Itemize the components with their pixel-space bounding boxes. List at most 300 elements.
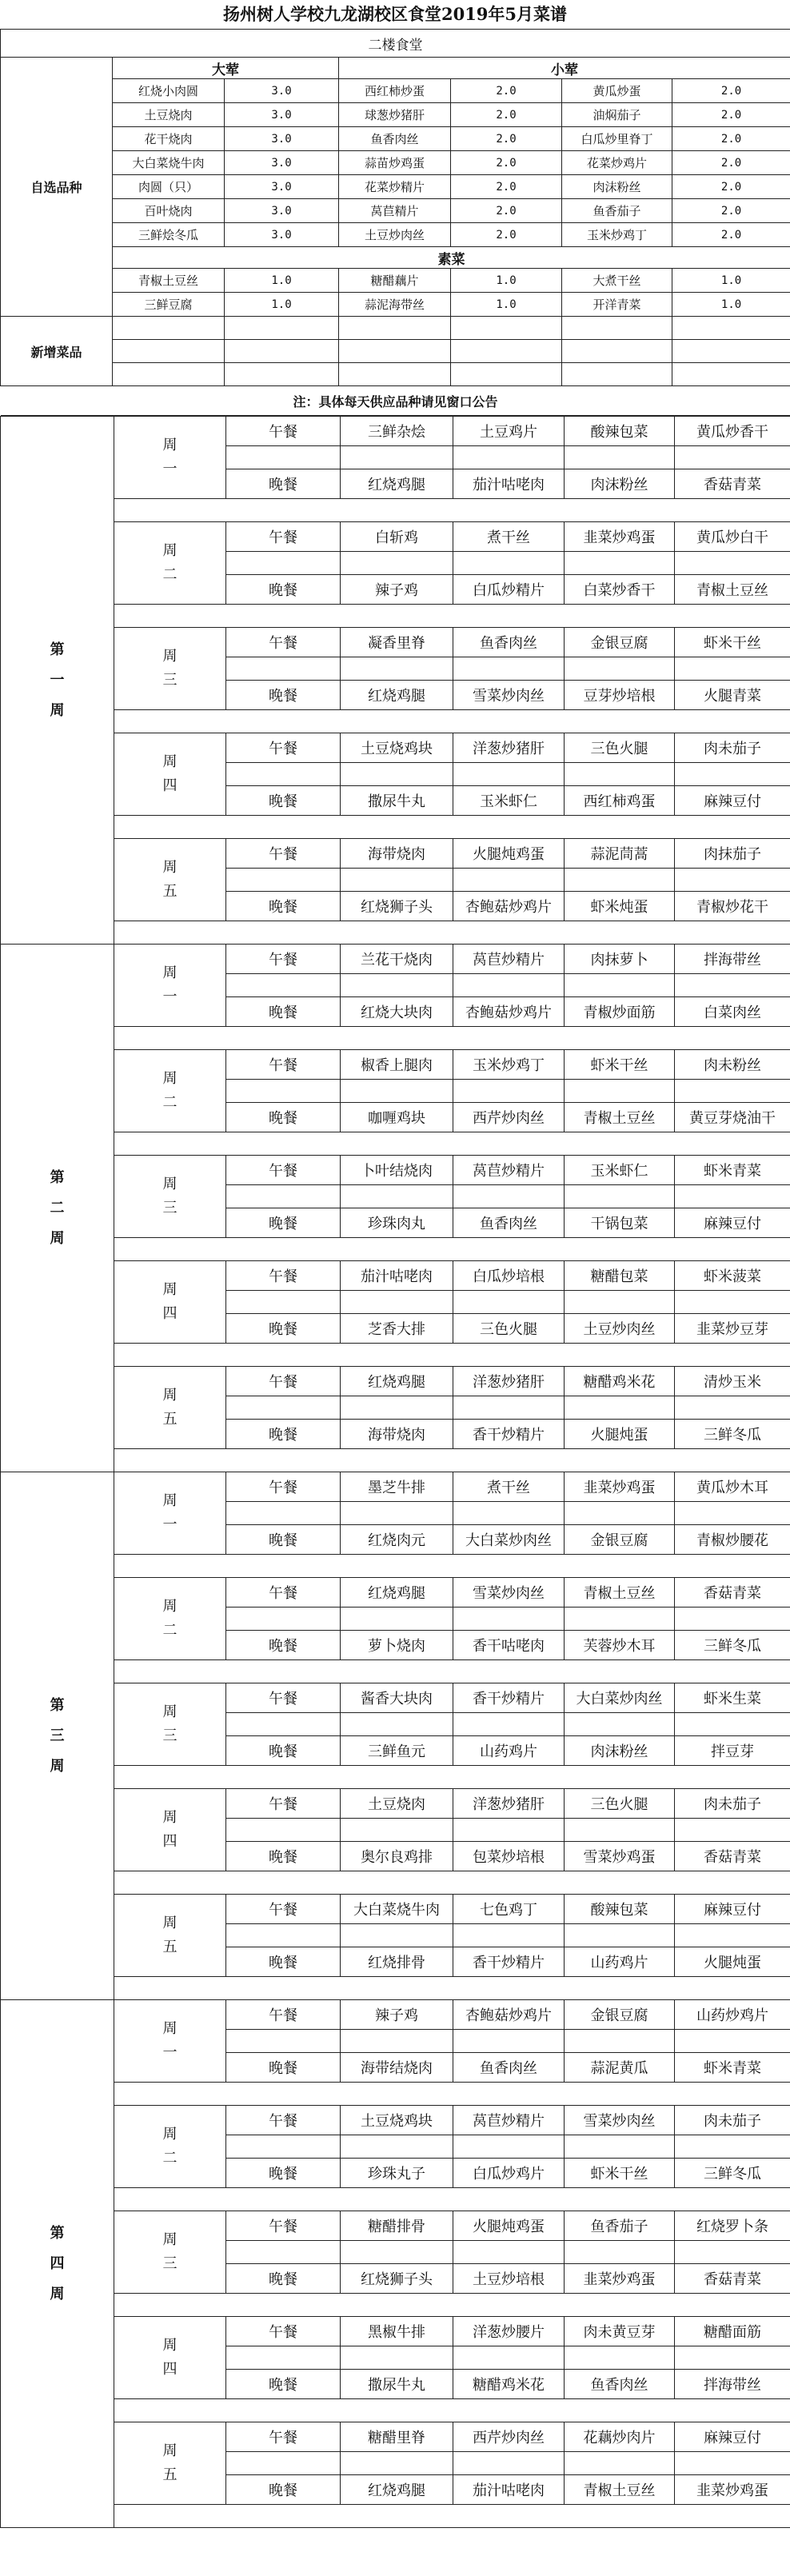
dinner-dish: 麻辣豆付 [675, 786, 790, 816]
week-label-char: 三 [50, 1727, 65, 1744]
dinner-dish: 香干咕咾肉 [453, 1631, 565, 1660]
meal-dinner: 晚餐 [226, 575, 341, 605]
blank-cell [675, 763, 790, 786]
dinner-dish: 撒尿牛丸 [341, 786, 453, 816]
day-label-char: 周 [162, 1070, 178, 1087]
day-label-char: 周 [162, 859, 178, 876]
blank-cell [565, 446, 675, 469]
blank-cell [672, 363, 790, 386]
day-label-char: 一 [162, 461, 178, 477]
day-label-char: 三 [162, 2255, 178, 2272]
dinner-dish: 玉米虾仁 [453, 786, 565, 816]
lunch-dish: 黄瓜炒香干 [675, 417, 790, 446]
spacer-cell [114, 1660, 790, 1683]
day-label-char: 四 [162, 2361, 178, 2378]
blank-cell [562, 317, 672, 340]
day-label [114, 1578, 226, 1660]
day-label [114, 1367, 226, 1449]
day-label [114, 2317, 226, 2399]
week-label-char: 第 [50, 2224, 65, 2242]
dinner-dish: 辣子鸡 [341, 575, 453, 605]
day-label [114, 1050, 226, 1132]
meal-lunch: 午餐 [226, 2317, 341, 2346]
day-label-char: 二 [162, 1094, 178, 1111]
blank-cell [226, 1396, 341, 1420]
day-label [114, 2211, 226, 2294]
dinner-dish: 茄汁咕咾肉 [453, 469, 565, 499]
lunch-dish: 酸辣包菜 [565, 417, 675, 446]
day-label-char: 二 [162, 566, 178, 583]
blank-cell [453, 1608, 565, 1631]
spacer-cell [114, 2083, 790, 2106]
lunch-dish: 蒜泥茼蒿 [565, 839, 675, 869]
lunch-dish: 火腿炖鸡蛋 [453, 839, 565, 869]
spacer-cell [114, 1238, 790, 1261]
meal-dinner: 晚餐 [226, 2159, 341, 2188]
blank-cell [453, 2030, 565, 2053]
meal-lunch: 午餐 [226, 1050, 341, 1080]
spacer-cell [114, 1344, 790, 1367]
blank-cell [565, 1396, 675, 1420]
lunch-dish: 金银豆腐 [565, 628, 675, 657]
blank-cell [453, 1396, 565, 1420]
day-label [114, 2106, 226, 2188]
blank-cell [226, 446, 341, 469]
price-cell: 2.0 [672, 127, 790, 151]
dinner-dish: 韭菜炒豆芽 [675, 1314, 790, 1344]
price-cell: 2.0 [672, 79, 790, 103]
lunch-dish: 玉米虾仁 [565, 1156, 675, 1185]
dinner-dish: 三鲜鱼元 [341, 1736, 453, 1766]
blank-cell [565, 1502, 675, 1525]
dinner-dish: 红烧鸡腿 [341, 469, 453, 499]
blank-cell [453, 657, 565, 681]
meal-dinner: 晚餐 [226, 1947, 341, 1977]
day-label [114, 1261, 226, 1344]
blank-cell [453, 2346, 565, 2370]
day-label-char: 五 [162, 2466, 178, 2483]
blank-cell [113, 363, 225, 386]
lunch-dish: 肉未茄子 [675, 733, 790, 763]
spacer-cell [114, 1027, 790, 1050]
dinner-dish: 拌豆芽 [675, 1736, 790, 1766]
dinner-dish: 香干炒精片 [453, 1947, 565, 1977]
blank-cell [453, 552, 565, 575]
spacer-cell [114, 710, 790, 733]
blank-cell [565, 2452, 675, 2475]
price-cell: 2.0 [451, 223, 562, 247]
blank-cell [672, 317, 790, 340]
veg-row [1, 293, 790, 317]
day-label [114, 628, 226, 710]
meal-lunch: 午餐 [226, 522, 341, 552]
price-cell: 1.0 [451, 293, 562, 317]
blank-cell [226, 657, 341, 681]
price-cell: 3.0 [225, 199, 339, 223]
lunch-dish: 酱香大块肉 [341, 1683, 453, 1713]
dinner-dish: 豆芽炒培根 [565, 681, 675, 710]
dish-name: 花菜炒精片 [339, 175, 451, 199]
dinner-dish: 麻辣豆付 [675, 1208, 790, 1238]
blank-cell [675, 974, 790, 997]
lunch-dish: 海带烧肉 [341, 839, 453, 869]
blank-cell [341, 657, 453, 681]
meal-lunch: 午餐 [226, 2422, 341, 2452]
lunch-dish: 土豆鸡片 [453, 417, 565, 446]
day-label-char: 一 [162, 2044, 178, 2061]
lunch-dish: 煮干丝 [453, 1472, 565, 1502]
lunch-dish: 糖醋鸡米花 [565, 1367, 675, 1396]
blank-cell [226, 1291, 341, 1314]
dinner-dish: 黄豆芽烧油干 [675, 1103, 790, 1132]
dinner-dish: 芝香大排 [341, 1314, 453, 1344]
dinner-dish: 火腿炖蛋 [565, 1420, 675, 1449]
lunch-dish: 清炒玉米 [675, 1367, 790, 1396]
day-label [114, 417, 226, 499]
lunch-dish: 花藕炒肉片 [565, 2422, 675, 2452]
lunch-dish: 鱼香茄子 [565, 2211, 675, 2241]
dinner-dish: 山药鸡片 [453, 1736, 565, 1766]
blank-cell [675, 1185, 790, 1208]
day-label [114, 2422, 226, 2505]
dinner-dish: 火腿炖蛋 [675, 1947, 790, 1977]
blank-cell [453, 1819, 565, 1842]
week-label-char: 周 [50, 1229, 65, 1247]
lunch-dish: 大白菜烧牛肉 [341, 1895, 453, 1924]
lunch-dish: 韭菜炒鸡蛋 [565, 1472, 675, 1502]
dinner-dish: 珍珠丸子 [341, 2159, 453, 2188]
blank-cell [675, 657, 790, 681]
blank-cell [113, 317, 225, 340]
dinner-dish: 三鲜冬瓜 [675, 1631, 790, 1660]
day-label-char: 二 [162, 2150, 178, 2167]
day-label-char: 四 [162, 1833, 178, 1850]
blank-cell [341, 1291, 453, 1314]
lunch-dish: 虾米青菜 [675, 1156, 790, 1185]
new-items-label: 新增菜品 [1, 317, 113, 386]
price-cell: 3.0 [225, 103, 339, 127]
lunch-dish: 肉抹茄子 [675, 839, 790, 869]
blank-cell [453, 1291, 565, 1314]
blank-cell [341, 1080, 453, 1103]
dinner-dish: 三色火腿 [453, 1314, 565, 1344]
day-label-char: 四 [162, 777, 178, 794]
blank-cell [675, 1819, 790, 1842]
blank-cell [341, 552, 453, 575]
blank-cell [341, 974, 453, 997]
dish-name: 百叶烧肉 [113, 199, 225, 223]
blank-cell [341, 446, 453, 469]
dinner-dish: 红烧鸡腿 [341, 2475, 453, 2505]
meal-lunch: 午餐 [226, 1261, 341, 1291]
blank-cell [675, 2030, 790, 2053]
dinner-dish: 虾米炖蛋 [565, 892, 675, 921]
blank-cell [565, 1080, 675, 1103]
blank-cell [225, 340, 339, 363]
lunch-dish: 莴苣炒精片 [453, 945, 565, 974]
dinner-dish: 芙蓉炒木耳 [565, 1631, 675, 1660]
meal-dinner: 晚餐 [226, 997, 341, 1027]
lunch-dish: 红烧罗卜条 [675, 2211, 790, 2241]
lunch-dish: 糖醋里脊 [341, 2422, 453, 2452]
blank-cell [341, 1608, 453, 1631]
spacer-cell [114, 605, 790, 628]
week-label [1, 1472, 114, 2000]
dinner-dish: 西红柿鸡蛋 [565, 786, 675, 816]
week-label-char: 四 [50, 2254, 65, 2272]
day-label-char: 周 [162, 648, 178, 665]
day-label-char: 周 [162, 1176, 178, 1192]
blank-cell [565, 2030, 675, 2053]
spacer-cell [114, 1555, 790, 1578]
blank-cell [225, 317, 339, 340]
lunch-dish: 麻辣豆付 [675, 2422, 790, 2452]
day-label-char: 三 [162, 1200, 178, 1216]
blank-cell [341, 869, 453, 892]
blank-cell [451, 363, 562, 386]
lunch-dish: 白斩鸡 [341, 522, 453, 552]
self-select-row [1, 151, 790, 175]
price-cell: 3.0 [225, 79, 339, 103]
dish-name: 球葱炒猪肝 [339, 103, 451, 127]
dish-name: 西红柿炒蛋 [339, 79, 451, 103]
dinner-dish: 包菜炒培根 [453, 1842, 565, 1871]
meal-dinner: 晚餐 [226, 1842, 341, 1871]
blank-cell [672, 340, 790, 363]
blank-cell [675, 1608, 790, 1631]
dinner-dish: 香菇青菜 [675, 1842, 790, 1871]
lunch-dish: 虾米干丝 [565, 1050, 675, 1080]
meal-dinner: 晚餐 [226, 1420, 341, 1449]
day-label-char: 周 [162, 2231, 178, 2248]
meal-dinner: 晚餐 [226, 469, 341, 499]
blank-cell [562, 340, 672, 363]
dinner-dish: 虾米青菜 [675, 2053, 790, 2083]
price-cell: 2.0 [451, 199, 562, 223]
dinner-dish: 奥尔良鸡排 [341, 1842, 453, 1871]
week-label-char: 第 [50, 1696, 65, 1714]
lunch-dish: 香干炒精片 [453, 1683, 565, 1713]
meal-dinner: 晚餐 [226, 892, 341, 921]
blank-cell [453, 1713, 565, 1736]
day-label-char: 周 [162, 1281, 178, 1298]
meal-dinner: 晚餐 [226, 2475, 341, 2505]
dinner-dish: 白瓜炒精片 [453, 575, 565, 605]
dinner-dish: 拌海带丝 [675, 2370, 790, 2399]
blank-cell [562, 363, 672, 386]
dinner-dish: 青椒炒面筋 [565, 997, 675, 1027]
meal-dinner: 晚餐 [226, 1736, 341, 1766]
day-label [114, 1895, 226, 1977]
dinner-dish: 杏鲍菇炒鸡片 [453, 892, 565, 921]
blank-cell [453, 446, 565, 469]
dinner-dish: 香菇青菜 [675, 469, 790, 499]
meal-lunch: 午餐 [226, 1156, 341, 1185]
blank-cell [226, 552, 341, 575]
self-select-row [1, 199, 790, 223]
lunch-dish: 椒香上腿肉 [341, 1050, 453, 1080]
week-label-char: 第 [50, 641, 65, 658]
day-label-char: 周 [162, 2020, 178, 2037]
lunch-dish: 兰花干烧肉 [341, 945, 453, 974]
dish-name: 糖醋藕片 [339, 269, 451, 293]
blank-cell [341, 2241, 453, 2264]
day-label-char: 五 [162, 1411, 178, 1428]
blank-cell [226, 1608, 341, 1631]
dinner-dish: 红烧肉元 [341, 1525, 453, 1555]
blank-cell [226, 1080, 341, 1103]
dish-name: 黄瓜炒蛋 [562, 79, 672, 103]
day-label-char: 三 [162, 1727, 178, 1744]
meal-lunch: 午餐 [226, 945, 341, 974]
meal-dinner: 晚餐 [226, 1103, 341, 1132]
blank-cell [226, 974, 341, 997]
lunch-dish: 红烧鸡腿 [341, 1578, 453, 1608]
meal-dinner: 晚餐 [226, 1525, 341, 1555]
dinner-dish: 雪菜炒肉丝 [453, 681, 565, 710]
lunch-dish: 煮干丝 [453, 522, 565, 552]
self-select-row [1, 79, 790, 103]
blank-cell [675, 446, 790, 469]
floor-title: 二楼食堂 [1, 30, 790, 58]
price-cell: 2.0 [451, 79, 562, 103]
lunch-dish: 鱼香肉丝 [453, 628, 565, 657]
lunch-dish: 卜叶结烧肉 [341, 1156, 453, 1185]
blank-cell [451, 340, 562, 363]
self-select-table [0, 29, 790, 416]
blank-cell [341, 1396, 453, 1420]
lunch-dish: 糖醋面筋 [675, 2317, 790, 2346]
price-cell: 1.0 [672, 269, 790, 293]
lunch-dish: 雪菜炒肉丝 [565, 2106, 675, 2135]
dish-name: 青椒土豆丝 [113, 269, 225, 293]
blank-cell [453, 2241, 565, 2264]
dinner-dish: 海带烧肉 [341, 1420, 453, 1449]
lunch-dish: 青椒土豆丝 [565, 1578, 675, 1608]
dinner-dish: 海带结烧肉 [341, 2053, 453, 2083]
lunch-dish: 西芹炒肉丝 [453, 2422, 565, 2452]
lunch-dish: 虾米菠菜 [675, 1261, 790, 1291]
week-label-char: 周 [50, 2285, 65, 2302]
blank-cell [565, 1291, 675, 1314]
day-label-char: 二 [162, 1622, 178, 1639]
day-label-char: 五 [162, 1939, 178, 1955]
self-select-row [1, 103, 790, 127]
price-cell: 2.0 [451, 127, 562, 151]
blank-cell [453, 974, 565, 997]
lunch-dish: 虾米干丝 [675, 628, 790, 657]
day-label-char: 周 [162, 965, 178, 981]
lunch-dish: 三鲜杂烩 [341, 417, 453, 446]
dish-name: 土豆烧肉 [113, 103, 225, 127]
day-label-char: 五 [162, 883, 178, 900]
blank-cell [453, 869, 565, 892]
price-cell: 3.0 [225, 127, 339, 151]
blank-cell [341, 763, 453, 786]
dish-name: 玉米炒鸡丁 [562, 223, 672, 247]
day-label-char: 一 [162, 1516, 178, 1533]
meal-lunch: 午餐 [226, 1683, 341, 1713]
lunch-dish: 肉未茄子 [675, 2106, 790, 2135]
meal-dinner: 晚餐 [226, 1208, 341, 1238]
dish-name: 鱼香茄子 [562, 199, 672, 223]
meal-dinner: 晚餐 [226, 1314, 341, 1344]
day-label-char: 三 [162, 672, 178, 689]
blank-cell [226, 2346, 341, 2370]
blank-cell [565, 2241, 675, 2264]
week-label-char: 周 [50, 1757, 65, 1775]
dish-name: 莴苣精片 [339, 199, 451, 223]
lunch-dish: 墨芝牛排 [341, 1472, 453, 1502]
week-label-char: 一 [50, 671, 65, 689]
blank-cell [226, 1185, 341, 1208]
dinner-dish: 青椒土豆丝 [565, 2475, 675, 2505]
blank-cell [453, 1924, 565, 1947]
dish-name: 大白菜烧牛肉 [113, 151, 225, 175]
blank-cell [675, 2346, 790, 2370]
meal-lunch: 午餐 [226, 628, 341, 657]
blank-cell [675, 1713, 790, 1736]
lunch-dish: 土豆烧鸡块 [341, 2106, 453, 2135]
dish-name: 花干烧肉 [113, 127, 225, 151]
lunch-dish: 肉未粉丝 [675, 1050, 790, 1080]
lunch-dish: 玉米炒鸡丁 [453, 1050, 565, 1080]
dinner-dish: 白菜炒香干 [565, 575, 675, 605]
blank-cell [226, 2030, 341, 2053]
dinner-dish: 珍珠肉丸 [341, 1208, 453, 1238]
lunch-dish: 土豆烧肉 [341, 1789, 453, 1819]
day-label [114, 1683, 226, 1766]
lunch-dish: 肉抹萝卜 [565, 945, 675, 974]
lunch-dish: 三色火腿 [565, 1789, 675, 1819]
blank-cell [675, 1396, 790, 1420]
dinner-dish: 白菜肉丝 [675, 997, 790, 1027]
page-title: 扬州树人学校九龙湖校区食堂2019年5月菜谱 [222, 4, 568, 24]
lunch-dish: 茄汁咕咾肉 [341, 1261, 453, 1291]
dinner-dish: 肉沫粉丝 [565, 469, 675, 499]
lunch-dish: 三色火腿 [565, 733, 675, 763]
self-select-row [1, 127, 790, 151]
blank-cell [565, 2346, 675, 2370]
blank-cell [675, 2452, 790, 2475]
blank-cell [675, 2135, 790, 2159]
veg-row [1, 269, 790, 293]
dinner-dish: 韭菜炒鸡蛋 [675, 2475, 790, 2505]
price-cell: 2.0 [672, 223, 790, 247]
day-label-char: 周 [162, 2337, 178, 2354]
dish-name: 土豆炒肉丝 [339, 223, 451, 247]
week-label-char: 二 [50, 1199, 65, 1216]
spacer-cell [114, 1871, 790, 1895]
lunch-dish: 白瓜炒培根 [453, 1261, 565, 1291]
dish-name: 开洋青菜 [562, 293, 672, 317]
dinner-dish: 雪菜炒鸡蛋 [565, 1842, 675, 1871]
price-cell: 2.0 [451, 175, 562, 199]
lunch-dish: 韭菜炒鸡蛋 [565, 522, 675, 552]
day-label-char: 周 [162, 1492, 178, 1509]
meal-lunch: 午餐 [226, 2211, 341, 2241]
lunch-dish: 杏鲍菇炒鸡片 [453, 2000, 565, 2030]
blank-cell [675, 1291, 790, 1314]
blank-cell [341, 1924, 453, 1947]
dinner-dish: 鱼香肉丝 [453, 2053, 565, 2083]
blank-cell [341, 2030, 453, 2053]
lunch-dish: 肉未茄子 [675, 1789, 790, 1819]
lunch-dish: 金银豆腐 [565, 2000, 675, 2030]
small-meat-header: 小荤 [339, 58, 790, 79]
day-label-char: 周 [162, 2442, 178, 2459]
lunch-dish: 辣子鸡 [341, 2000, 453, 2030]
